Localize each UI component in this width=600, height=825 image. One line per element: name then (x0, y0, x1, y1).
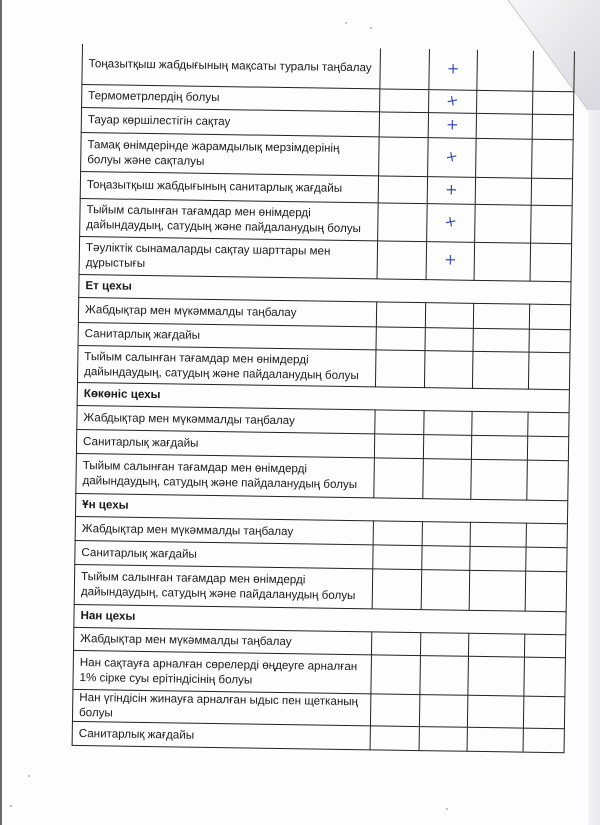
check-cell[interactable] (379, 136, 429, 176)
handwritten-plus-mark: + (445, 114, 459, 134)
criterion-label: Тоңазытқыш жабдығының мақсаты туралы таңбалау (82, 44, 381, 88)
check-cell[interactable] (370, 725, 419, 750)
check-cell[interactable] (380, 48, 430, 89)
check-cell[interactable] (371, 631, 420, 655)
handwritten-plus-mark: + (444, 89, 461, 111)
criterion-label: Тәуліктік сынамаларды сақтау шарттары мен дұрыстығы (79, 236, 378, 278)
check-cell[interactable] (529, 304, 570, 330)
check-cell[interactable] (427, 203, 476, 242)
check-cell[interactable] (374, 457, 424, 498)
section-heading: Нан цехы (74, 604, 566, 634)
criterion-label: Жабдықтар мен мүкәммалды таңбалау (77, 405, 375, 433)
scan-speck (370, 27, 372, 29)
check-cell[interactable] (373, 544, 422, 569)
criterion-label: Тыйым салынған тағамдар мен өнімдерді дайындаудың, сатудың және пайдаланудың болуы (76, 453, 375, 497)
section-heading: Ет цехы (79, 274, 571, 304)
check-cell[interactable] (531, 178, 572, 206)
criterion-label: Жабдықтар мен мүкәммалды таңбалау (78, 297, 376, 326)
check-cell[interactable] (425, 302, 473, 328)
check-cell[interactable] (527, 436, 568, 461)
check-cell[interactable] (476, 113, 532, 139)
check-cell[interactable] (422, 521, 470, 546)
criterion-label: Нан үгіндісін жинауға арналған ыдыс пен щетканың болуы (72, 689, 370, 725)
criterion-label: Тыйым салынған тағамдар мен өнімдерді дайындаудың, сатудың және пайдаланудың болуы (80, 198, 379, 240)
handwritten-plus-mark: + (443, 250, 457, 269)
check-cell[interactable] (371, 654, 421, 694)
check-cell[interactable] (378, 202, 428, 241)
check-cell[interactable] (378, 175, 427, 203)
checklist-table (72, 44, 575, 753)
check-cell[interactable] (375, 409, 424, 434)
criterion-label: Нан сақтауға арналған сөрелерді өңдеуге арналған 1% сірке суы ерітіндісінің болуы (73, 650, 372, 693)
criterion-label: Санитарлық жағдайы (72, 721, 370, 749)
check-cell[interactable] (475, 204, 532, 243)
check-cell[interactable] (526, 523, 567, 548)
check-cell[interactable] (376, 301, 425, 327)
check-cell[interactable] (472, 411, 528, 436)
check-cell[interactable] (477, 50, 534, 91)
check-cell[interactable] (429, 49, 478, 90)
check-cell[interactable] (420, 632, 468, 656)
scan-edge (0, 0, 2, 825)
check-cell[interactable] (377, 240, 427, 279)
check-cell[interactable] (523, 728, 564, 753)
check-cell[interactable] (525, 571, 567, 612)
check-cell[interactable] (467, 727, 523, 752)
check-cell[interactable] (473, 328, 529, 352)
handwritten-plus-mark: + (446, 59, 460, 78)
scan-speck (28, 775, 30, 777)
section-heading: Көкөніс цехы (77, 382, 569, 412)
check-cell[interactable] (423, 458, 472, 499)
check-cell[interactable] (372, 568, 422, 609)
check-cell[interactable] (533, 51, 575, 92)
criterion-label: Тоңазытқыш жабдығының санитарлық жағдайы (80, 171, 378, 202)
criterion-label: Жабдықтар мен мүкәммалды таңбалау (74, 627, 372, 654)
check-cell[interactable] (469, 570, 526, 611)
check-cell[interactable] (524, 657, 566, 697)
criterion-label: Санитарлық жағдайы (76, 429, 374, 457)
check-cell[interactable] (422, 545, 470, 570)
criterion-label: Тауар көршілестігін сақтау (81, 107, 379, 136)
check-cell[interactable] (473, 303, 529, 329)
check-cell[interactable] (523, 696, 564, 729)
check-cell[interactable] (533, 91, 574, 115)
check-cell[interactable] (427, 176, 475, 204)
check-cell[interactable] (424, 350, 473, 388)
check-cell[interactable] (419, 694, 467, 727)
check-cell[interactable] (526, 547, 567, 572)
check-cell[interactable] (524, 634, 565, 658)
check-cell[interactable] (420, 655, 469, 695)
check-cell[interactable] (419, 726, 467, 751)
criterion-label: Термометрлердің болуы (82, 84, 380, 111)
checklist-table-wrap (72, 44, 574, 753)
check-cell[interactable] (529, 329, 570, 353)
check-cell[interactable] (380, 88, 429, 112)
scan-speck (345, 22, 347, 24)
criterion-label: Тыйым салынған тағамдар мен өнімдерді дайындаудың, сатудың және пайдаланудың болуы (77, 345, 376, 386)
check-cell[interactable] (468, 656, 525, 696)
check-cell[interactable] (532, 114, 573, 140)
check-cell[interactable] (468, 633, 524, 657)
handwritten-plus-mark: + (444, 179, 458, 199)
check-cell[interactable] (531, 205, 573, 244)
check-cell[interactable] (527, 460, 569, 501)
scan-speck (446, 808, 448, 810)
handwritten-plus-mark: + (442, 211, 459, 232)
check-cell[interactable] (471, 435, 527, 460)
check-cell[interactable] (429, 89, 477, 113)
check-cell[interactable] (428, 112, 476, 138)
criterion-label: Санитарлық жағдайы (78, 322, 376, 349)
check-cell[interactable] (471, 459, 528, 500)
scan-speck (10, 805, 12, 807)
check-cell[interactable] (476, 138, 533, 178)
check-cell[interactable] (528, 352, 570, 390)
check-cell[interactable] (472, 351, 529, 389)
check-cell[interactable] (370, 693, 419, 726)
criterion-label: Тыйым салынған тағамдар мен өнімдерді дайындаудың, сатудың және пайдаланудың болуы (74, 564, 373, 608)
check-cell[interactable] (425, 327, 473, 351)
check-cell[interactable] (528, 412, 569, 437)
check-cell[interactable] (477, 90, 533, 114)
check-cell[interactable] (428, 137, 477, 177)
check-cell[interactable] (532, 139, 574, 179)
check-cell[interactable] (379, 111, 428, 137)
criterion-label: Санитарлық жағдайы (75, 540, 373, 568)
check-cell[interactable] (424, 410, 472, 435)
check-cell[interactable] (376, 326, 425, 350)
check-cell[interactable] (470, 522, 526, 547)
check-cell[interactable] (467, 695, 523, 728)
check-cell[interactable] (375, 349, 425, 387)
check-cell[interactable] (530, 243, 572, 282)
section-heading: Ұн цехы (75, 493, 567, 523)
check-cell[interactable] (475, 177, 531, 205)
criterion-label: Жабдықтар мен мүкәммалды таңбалау (75, 516, 373, 544)
check-cell[interactable] (426, 241, 475, 280)
check-cell[interactable] (421, 569, 470, 610)
criterion-label: Тамақ өнімдерінде жарамдылық мерзімдерінің болуы және сақталуы (81, 132, 380, 175)
check-cell[interactable] (373, 520, 422, 545)
check-cell[interactable] (374, 433, 423, 458)
check-cell[interactable] (474, 242, 531, 281)
check-cell[interactable] (423, 434, 471, 459)
check-cell[interactable] (470, 546, 526, 571)
handwritten-plus-mark: + (443, 145, 460, 167)
scan-shadow-strip (588, 60, 600, 825)
